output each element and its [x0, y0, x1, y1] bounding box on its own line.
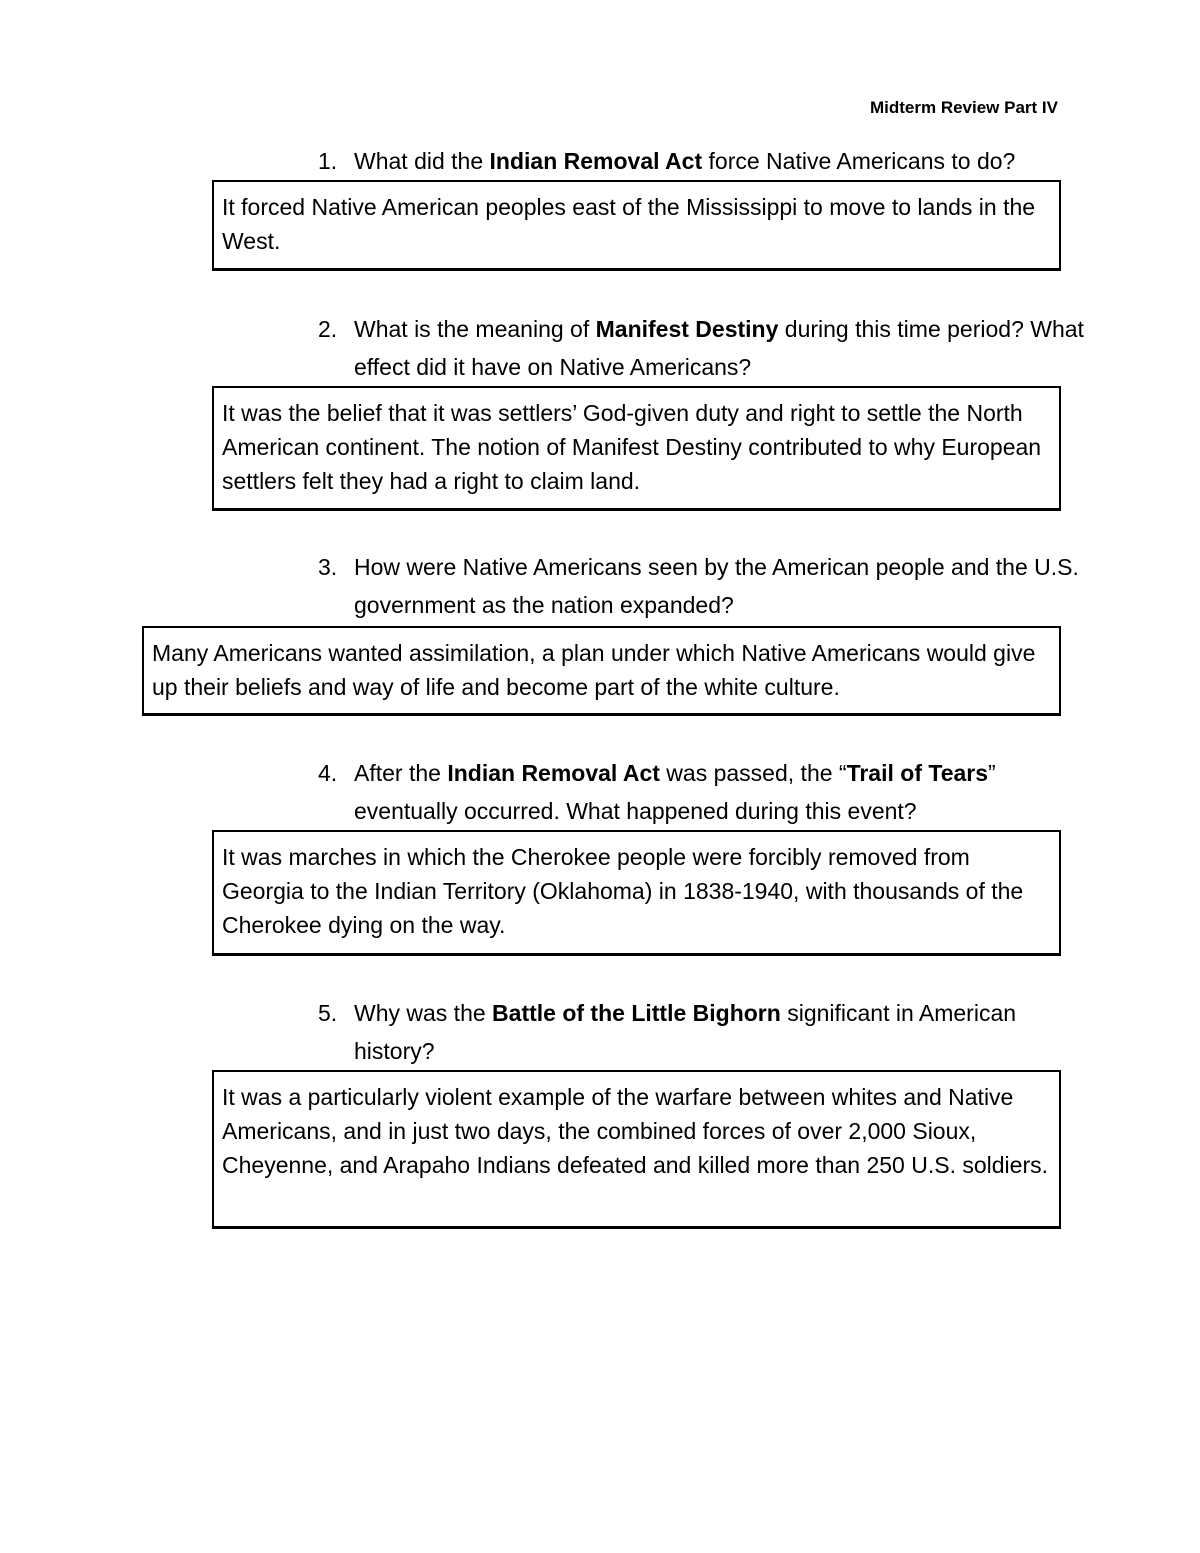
question-3	[318, 548, 1104, 624]
question-number: 4.	[318, 760, 338, 786]
question-number: 2.	[318, 316, 338, 342]
question-number: 3.	[318, 554, 338, 580]
question-key-term: Indian Removal Act	[489, 148, 703, 174]
question-key-term: Indian Removal Act	[447, 760, 660, 786]
question-text: significant in American history?	[354, 1000, 1017, 1064]
answer-box-2: It was the belief that it was settlers’ God-given duty and right to settle the North American continent. The notion of Manifest Destiny contributed to why European settlers felt they had a right to claim land.	[212, 386, 1061, 511]
question-2	[318, 310, 1099, 386]
question-text: during this time period? What effect did it have on Native Americans?	[354, 316, 1084, 380]
page-header-title: Midterm Review Part IV	[869, 98, 1058, 117]
question-key-term: Battle of the Little Bighorn	[492, 1000, 781, 1026]
question-text: How were Native Americans seen by the American people and the U.S. government as the nation expanded?	[354, 554, 1079, 618]
question-text: What is the meaning of	[354, 316, 596, 342]
question-5	[318, 994, 1074, 1070]
question-text: What did the	[354, 148, 490, 174]
question-text: was passed, the “	[659, 760, 847, 786]
question-text: Why was the	[354, 1000, 493, 1026]
question-text: After the	[354, 760, 448, 786]
answer-box-1: It forced Native American peoples east of the Mississippi to move to lands in the West.	[212, 180, 1061, 271]
question-4	[318, 754, 1054, 830]
question-1	[318, 142, 1094, 180]
answer-box-5: It was a particularly violent example of the warfare between whites and Native Americans, and in just two days, the combined forces of over 2,000 Sioux, Cheyenne, and Arapaho Indians defeated and killed more than 250 U.S. soldiers.	[212, 1070, 1061, 1229]
question-key-term: Trail of Tears	[846, 760, 989, 786]
question-text: force Native Americans to do?	[702, 148, 1016, 174]
question-number: 5.	[318, 1000, 338, 1026]
question-number: 1.	[318, 148, 338, 174]
question-key-term: Manifest Destiny	[595, 316, 779, 342]
answer-box-4: It was marches in which the Cherokee people were forcibly removed from Georgia to the Indian Territory (Oklahoma) in 1838-1940, with thousands of the Cherokee dying on the way.	[212, 830, 1061, 956]
question-text: ” eventually occurred. What happened during this event?	[354, 760, 996, 824]
answer-box-3: Many Americans wanted assimilation, a plan under which Native Americans would give up their beliefs and way of life and become part of the white culture.	[142, 626, 1061, 716]
